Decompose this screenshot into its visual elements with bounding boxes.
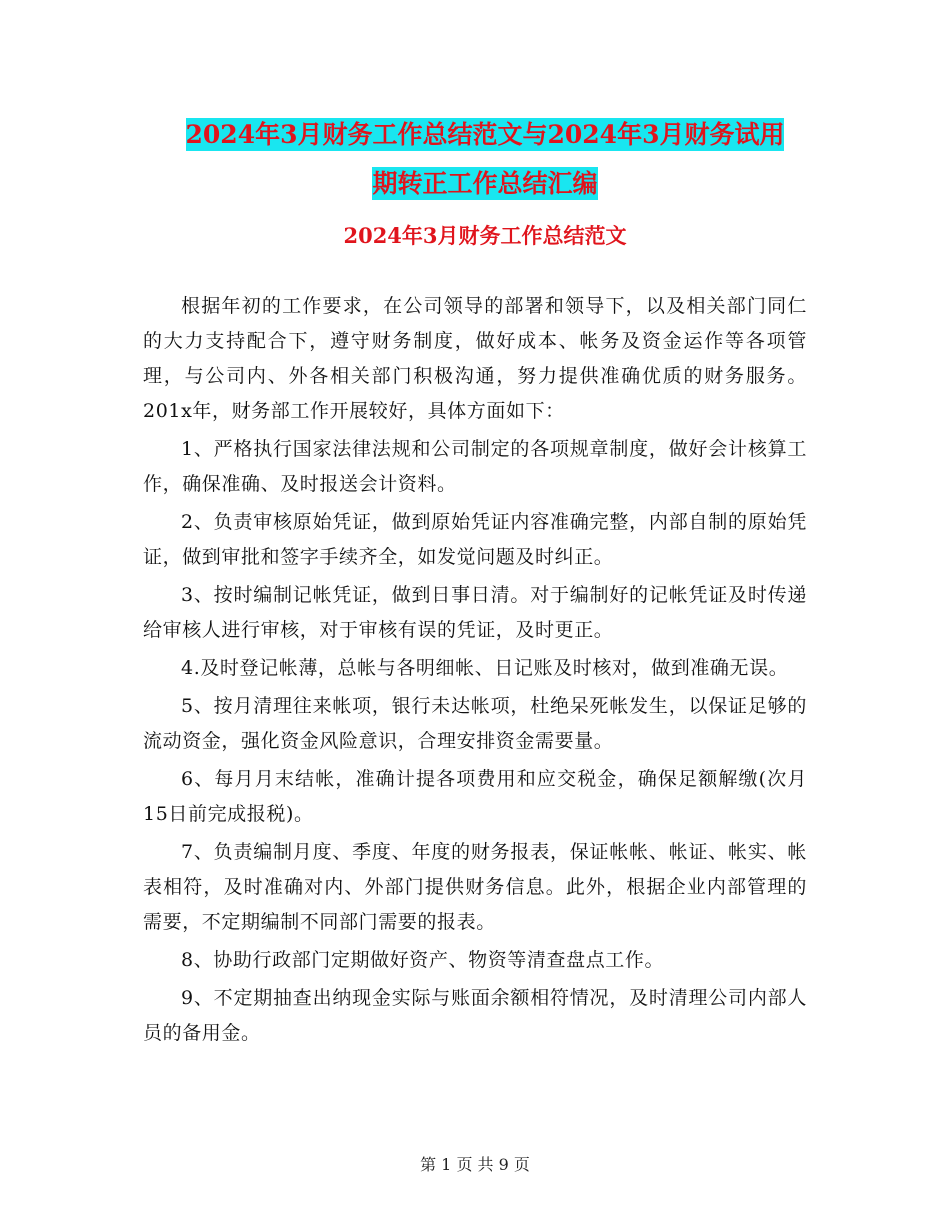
title-line-2: 期转正工作总结汇编: [372, 169, 598, 198]
paragraph-item-5: 5、按月清理往来帐项，银行未达帐项，杜绝呆死帐发生，以保证足够的流动资金，强化资金风险意识，合理安排资金需要量。: [143, 695, 807, 752]
paragraph-item-2: 2、负责审核原始凭证，做到原始凭证内容准确完整，内部自制的原始凭证，做到审批和签字手续齐全，如发觉问题及时纠正。: [143, 511, 807, 568]
paragraph-item-1: 1、严格执行国家法律法规和公司制定的各项规章制度，做好会计核算工作，确保准确、及时报送会计资料。: [143, 438, 807, 495]
paragraph-item-8: 8、协助行政部门定期做好资产、物资等清查盘点工作。: [181, 949, 665, 971]
document-title: [140, 110, 830, 208]
section-title: 2024年3月财务工作总结范文: [343, 223, 627, 248]
paragraph-item-7: 7、负责编制月度、季度、年度的财务报表，保证帐帐、帐证、帐实、帐表相符，及时准确对内、外部门提供财务信息。此外，根据企业内部管理的需要，不定期编制不同部门需要的报表。: [143, 841, 807, 933]
document-body: [143, 289, 807, 1054]
paragraph-item-4: 4.及时登记帐薄，总帐与各明细帐、日记账及时核对，做到准确无误。: [181, 657, 789, 679]
paragraph-item-9: 9、不定期抽查出纳现金实际与账面余额相符情况，及时清理公司内部人员的备用金。: [143, 987, 807, 1044]
paragraph-intro: 根据年初的工作要求，在公司领导的部署和领导下，以及相关部门同仁的大力支持配合下，遵守财务制度，做好成本、帐务及资金运作等各项管理，与公司内、外各相关部门积极沟通，努力提供准确优质的财务服务。201x年，财务部工作开展较好，具体方面如下：: [143, 295, 807, 422]
page-footer: 第 1 页 共 9 页: [420, 1155, 530, 1174]
paragraph-item-3: 3、按时编制记帐凭证，做到日事日清。对于编制好的记帐凭证及时传递给审核人进行审核，对于审核有误的凭证，及时更正。: [143, 584, 807, 641]
title-line-1: 2024年3月财务工作总结范文与2024年3月财务试用: [185, 120, 785, 149]
paragraph-item-6: 6、每月月末结帐，准确计提各项费用和应交税金，确保足额解缴(次月15日前完成报税)。: [143, 768, 807, 825]
